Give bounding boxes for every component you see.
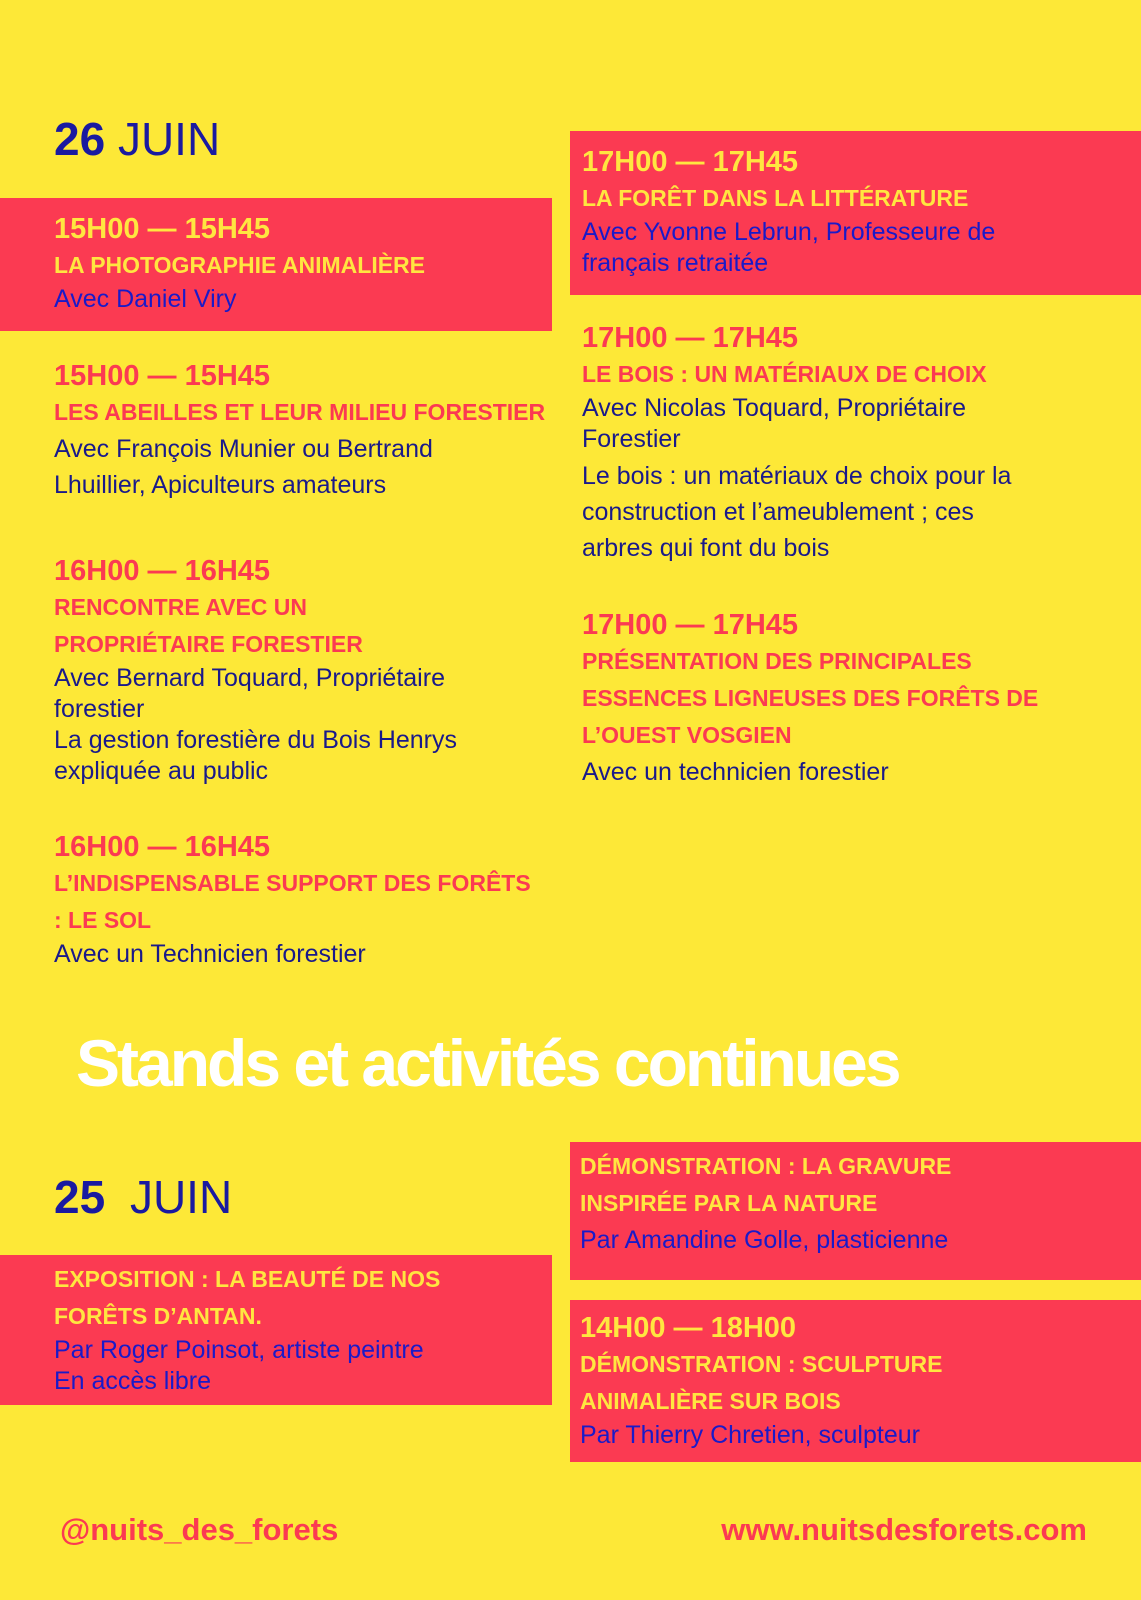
event-title: LA FORÊT DANS LA LITTÉRATURE xyxy=(582,185,969,211)
event-title: DÉMONSTRATION : LA GRAVURE xyxy=(580,1153,952,1179)
event-time: 15H00 — 15H45 xyxy=(54,213,271,245)
event-title: LA PHOTOGRAPHIE ANIMALIÈRE xyxy=(54,252,425,278)
event-description: Avec François Munier ou Bertrand xyxy=(54,435,433,463)
event-time: 14H00 — 18H00 xyxy=(580,1312,797,1344)
event-title: LE BOIS : UN MATÉRIAUX DE CHOIX xyxy=(582,361,987,387)
event-description: La gestion forestière du Bois Henrys xyxy=(54,726,457,754)
event-description: Avec Daniel Viry xyxy=(54,285,237,313)
event-time: 16H00 — 16H45 xyxy=(54,831,271,863)
event-description: Par Thierry Chretien, sculpteur xyxy=(580,1421,920,1449)
event-card xyxy=(570,131,1141,295)
day1-day-number: 26 xyxy=(54,113,106,165)
event-description: forestier xyxy=(54,695,145,723)
event-description: Avec un technicien forestier xyxy=(582,758,889,786)
event-description: français retraitée xyxy=(582,249,769,277)
event-description: Lhuillier, Apiculteurs amateurs xyxy=(54,471,387,499)
social-handle[interactable]: @nuits_des_forets xyxy=(60,1512,339,1547)
event-title: PRÉSENTATION DES PRINCIPALES xyxy=(582,648,972,674)
event-title: DÉMONSTRATION : SCULPTURE xyxy=(580,1351,943,1377)
event-title: LES ABEILLES ET LEUR MILIEU FORESTIER xyxy=(54,399,546,425)
event-time: 17H00 — 17H45 xyxy=(582,609,799,641)
event-time: 17H00 — 17H45 xyxy=(582,146,799,178)
event-card xyxy=(582,607,1122,790)
event-title: FORÊTS D’ANTAN. xyxy=(54,1303,262,1329)
event-title: ANIMALIÈRE SUR BOIS xyxy=(580,1388,841,1414)
event-description: arbres qui font du bois xyxy=(582,534,830,562)
event-description: Par Amandine Golle, plasticienne xyxy=(580,1226,949,1254)
day1-month: JUIN xyxy=(117,113,221,165)
event-title: EXPOSITION : LA BEAUTÉ DE NOS xyxy=(54,1266,441,1292)
event-card xyxy=(582,320,1122,566)
event-description: Avec Bernard Toquard, Propriétaire xyxy=(54,664,445,692)
event-title: L’OUEST VOSGIEN xyxy=(582,722,792,748)
event-description: construction et l’ameublement ; ces xyxy=(582,498,974,526)
event-title: : LE SOL xyxy=(54,907,152,933)
event-title: INSPIRÉE PAR LA NATURE xyxy=(580,1190,878,1216)
event-card xyxy=(570,1300,1141,1462)
event-card xyxy=(0,198,552,331)
event-description: Le bois : un matériaux de choix pour la xyxy=(582,462,1012,490)
event-time: 17H00 — 17H45 xyxy=(582,322,799,354)
event-time: 16H00 — 16H45 xyxy=(54,555,271,587)
event-title: PROPRIÉTAIRE FORESTIER xyxy=(54,631,363,657)
event-time: 15H00 — 15H45 xyxy=(54,360,271,392)
day2-month: JUIN xyxy=(129,1171,233,1223)
event-description: Forestier xyxy=(582,425,681,453)
event-card xyxy=(0,1255,552,1405)
day2-date xyxy=(54,1171,233,1223)
event-description: expliquée au public xyxy=(54,757,269,785)
day1-date xyxy=(54,113,221,165)
event-card xyxy=(570,1142,1141,1280)
event-card xyxy=(54,553,554,787)
event-description: Avec Nicolas Toquard, Propriétaire xyxy=(582,394,966,422)
event-title: ESSENCES LIGNEUSES DES FORÊTS DE xyxy=(582,685,1039,711)
event-title: RENCONTRE AVEC UN xyxy=(54,594,308,620)
section-headline: Stands et activités continues xyxy=(76,1026,899,1100)
event-description: En accès libre xyxy=(54,1367,212,1395)
event-card xyxy=(54,358,554,503)
event-title: L’INDISPENSABLE SUPPORT DES FORÊTS xyxy=(54,870,531,896)
event-card xyxy=(54,829,564,970)
website-link[interactable]: www.nuitsdesforets.com xyxy=(721,1512,1087,1547)
event-description: Par Roger Poinsot, artiste peintre xyxy=(54,1336,424,1364)
event-description: Avec Yvonne Lebrun, Professeure de xyxy=(582,218,996,246)
event-description: Avec un Technicien forestier xyxy=(54,940,366,968)
day2-day-number: 25 xyxy=(54,1171,106,1223)
